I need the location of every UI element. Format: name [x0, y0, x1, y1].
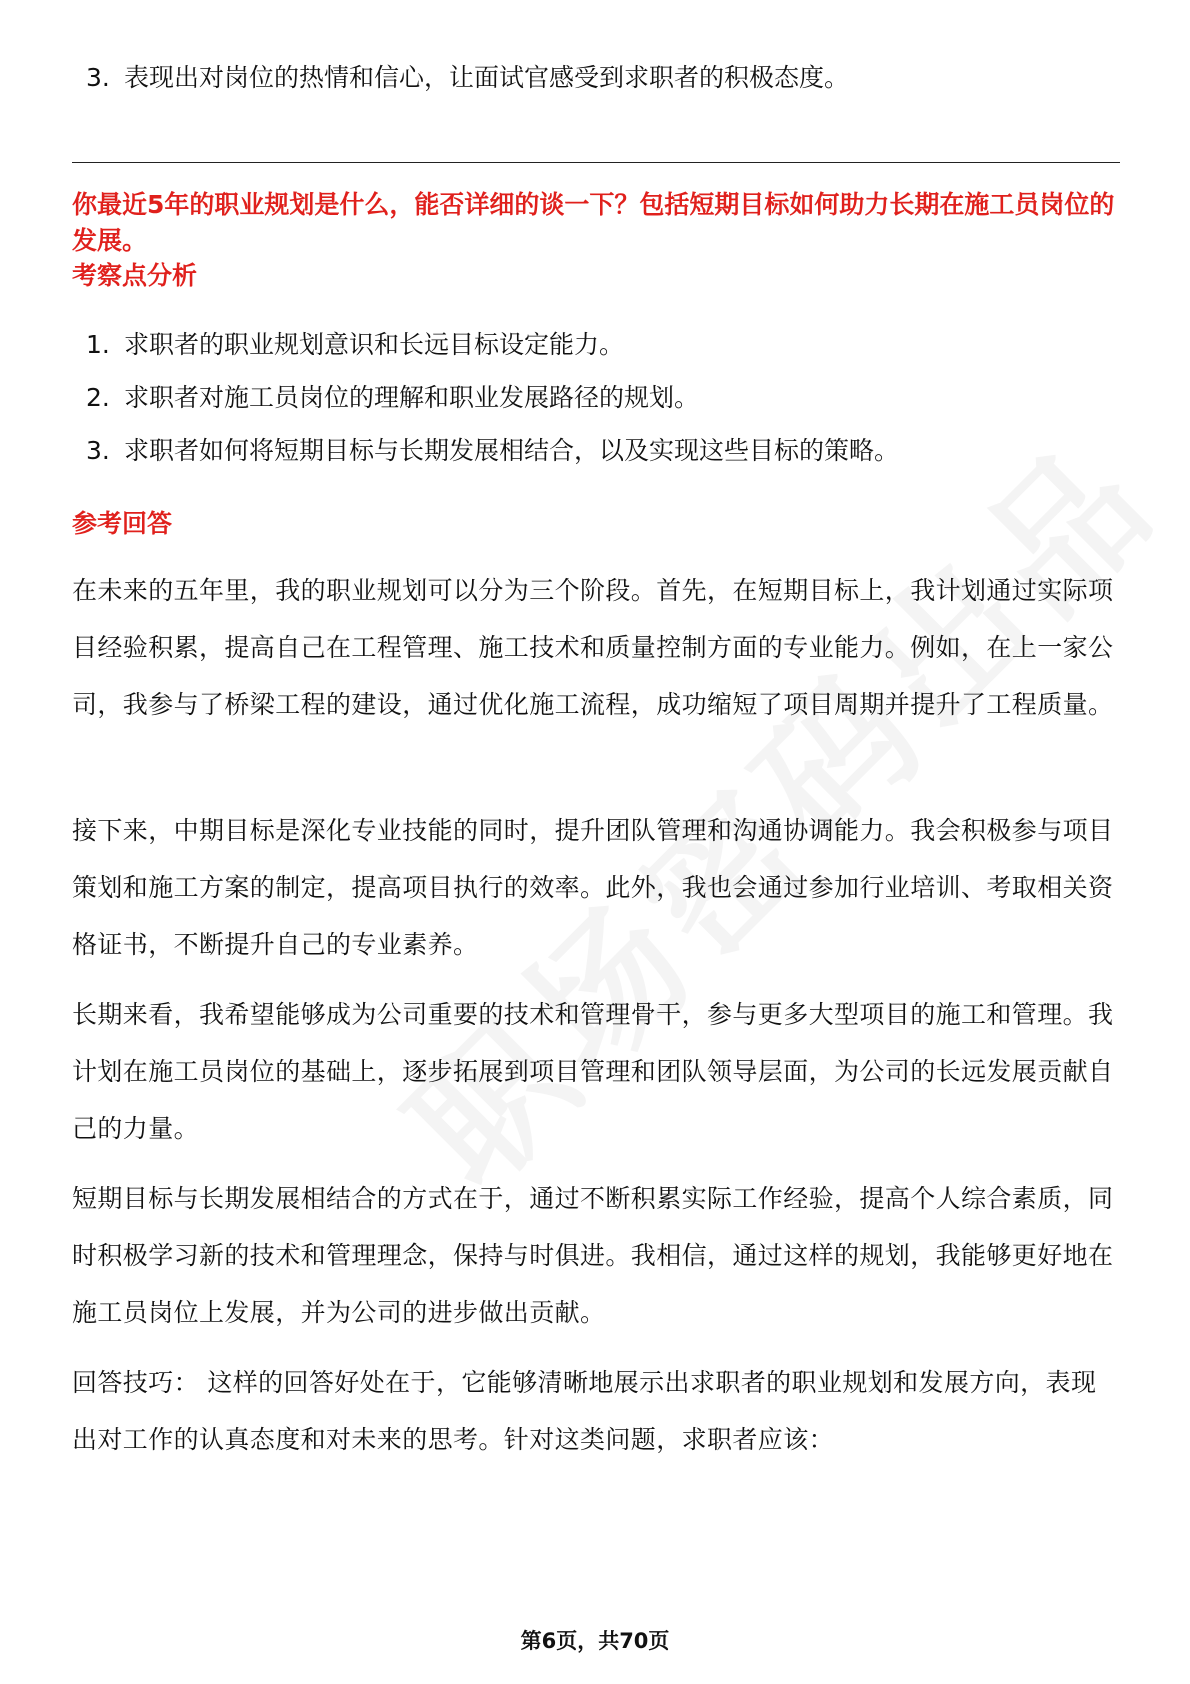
list-item-text: 求职者对施工员岗位的理解和职业发展路径的规划。 — [124, 383, 700, 412]
list-item-text: 表现出对岗位的热情和信心，让面试官感受到求职者的积极态度。 — [124, 63, 850, 92]
answer-title: 参考回答 — [72, 509, 173, 538]
analysis-item-1 — [86, 327, 624, 363]
list-item-number: 2. — [86, 383, 110, 412]
answer-paragraph-4: 短期目标与长期发展相结合的方式在于，通过不断积累实际工作经验，提高个人综合素质，同时积极学习新的技术和管理理念，保持与时俱进。我相信，通过这样的规划，我能够更好地在施工员岗位上发展，并为公司的进步做出贡献。 — [72, 1184, 1114, 1327]
question-heading: 你最近5年的职业规划是什么，能否详细的谈一下？包括短期目标如何助力长期在施工员岗位的发展。 — [72, 190, 1115, 255]
list-item-number: 3. — [86, 63, 110, 92]
analysis-item-3 — [86, 433, 899, 469]
list-item-text: 求职者如何将短期目标与长期发展相结合，以及实现这些目标的策略。 — [124, 436, 900, 465]
answer-paragraph-3: 长期来看，我希望能够成为公司重要的技术和管理骨干，参与更多大型项目的施工和管理。我计划在施工员岗位的基础上，逐步拓展到项目管理和团队领导层面，为公司的长远发展贡献自己的力量。 — [72, 1000, 1114, 1143]
analysis-item-2 — [86, 380, 699, 416]
list-item-number: 3. — [86, 436, 110, 465]
list-item — [86, 60, 849, 96]
answer-tips: 回答技巧： 这样的回答好处在于，它能够清晰地展示出求职者的职业规划和发展方向，表现出对工作的认真态度和对未来的思考。针对这类问题，求职者应该： — [72, 1368, 1097, 1454]
answer-paragraph-1: 在未来的五年里，我的职业规划可以分为三个阶段。首先，在短期目标上，我计划通过实际项目经验积累，提高自己在工程管理、施工技术和质量控制方面的专业能力。例如，在上一家公司，我参与了桥梁工程的建设，通过优化施工流程，成功缩短了项目周期并提升了工程质量。 — [72, 576, 1114, 719]
list-item-text: 求职者的职业规划意识和长远目标设定能力。 — [124, 330, 625, 359]
answer-paragraph-2: 接下来，中期目标是深化专业技能的同时，提升团队管理和沟通协调能力。我会积极参与项目策划和施工方案的制定，提高项目执行的效率。此外，我也会通过参加行业培训、考取相关资格证书，不断提升自己的专业素养。 — [72, 816, 1114, 959]
page-number: 第6页，共70页 — [520, 1629, 670, 1653]
list-item-number: 1. — [86, 330, 110, 359]
analysis-title: 考察点分析 — [72, 261, 198, 290]
section-divider — [72, 162, 1120, 163]
